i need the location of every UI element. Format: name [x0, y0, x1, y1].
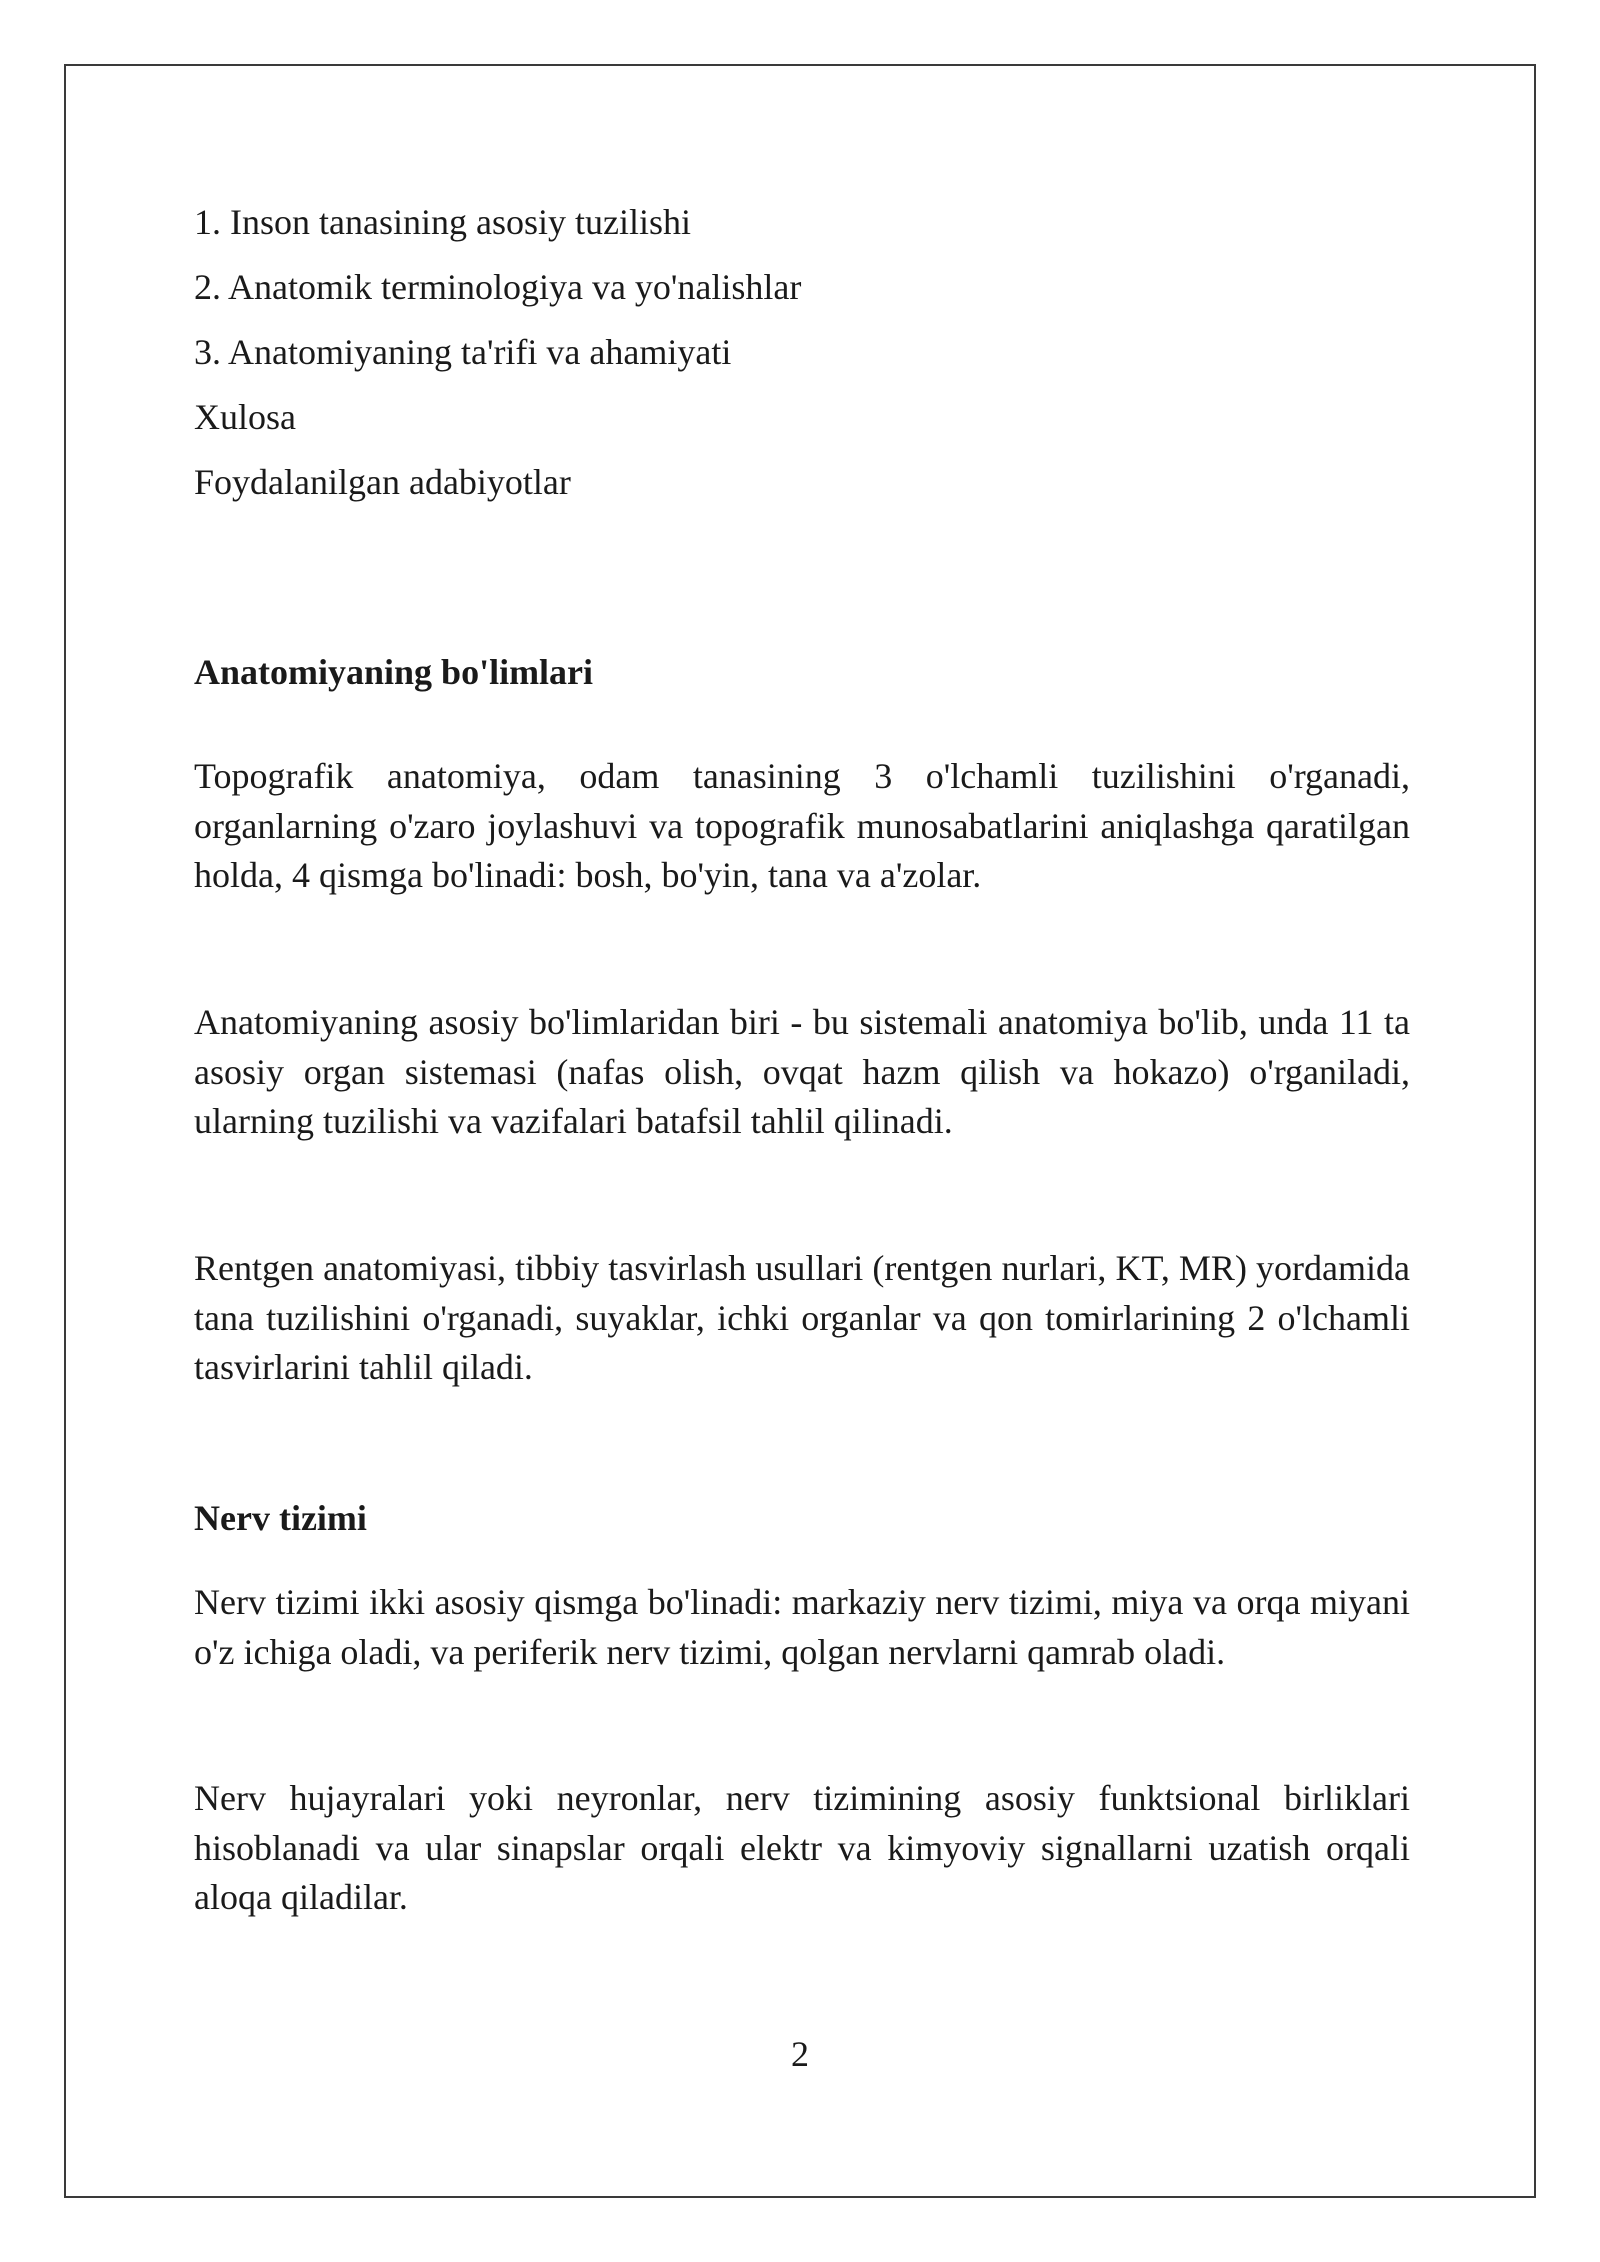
- section-heading: Nerv tizimi: [194, 1498, 367, 1538]
- page-number: 2: [791, 2034, 809, 2074]
- section-heading: Anatomiyaning bo'limlari: [194, 652, 594, 692]
- paragraph: Nerv hujayralari yoki neyronlar, nerv tizimining asosiy funktsional birliklari hisoblanadi va ular sinapslar orqali elektr va kimyoviy signallarni uzatish orqali aloqa qiladilar.: [194, 1778, 1410, 1917]
- toc-item: Foydalanilgan adabiyotlar: [194, 462, 571, 502]
- paragraph: Anatomiyaning asosiy bo'limlaridan biri - bu sistemali anatomiya bo'lib, unda 11 ta asosiy organ sistemasi (nafas olish, ovqat hazm qilish va hokazo) o'rganiladi, ularning tuzilishi va vazifalari batafsil tahlil qilinadi.: [194, 1002, 1410, 1141]
- toc-item: 2. Anatomik terminologiya va yo'nalishlar: [194, 267, 802, 307]
- toc-item: Xulosa: [194, 397, 296, 437]
- toc-item: 3. Anatomiyaning ta'rifi va ahamiyati: [194, 332, 732, 372]
- paragraph: Rentgen anatomiyasi, tibbiy tasvirlash usullari (rentgen nurlari, KT, MR) yordamida tana tuzilishini o'rganadi, suyaklar, ichki organlar va qon tomirlarining 2 o'lchamli tasvirlarini tahlil qiladi.: [194, 1248, 1410, 1387]
- paragraph: Nerv tizimi ikki asosiy qismga bo'linadi: markaziy nerv tizimi, miya va orqa miyani o'z ichiga oladi, va periferik nerv tizimi, qolgan nervlarni qamrab oladi.: [194, 1582, 1410, 1672]
- toc-item: 1. Inson tanasining asosiy tuzilishi: [194, 202, 691, 242]
- table-of-contents: [194, 190, 1404, 515]
- paragraph: Topografik anatomiya, odam tanasining 3 o'lchamli tuzilishini o'rganadi, organlarning o'zaro joylashuvi va topografik munosabatlarini aniqlashga qaratilgan holda, 4 qismga bo'linadi: bosh, bo'yin, tana va a'zolar.: [194, 756, 1410, 895]
